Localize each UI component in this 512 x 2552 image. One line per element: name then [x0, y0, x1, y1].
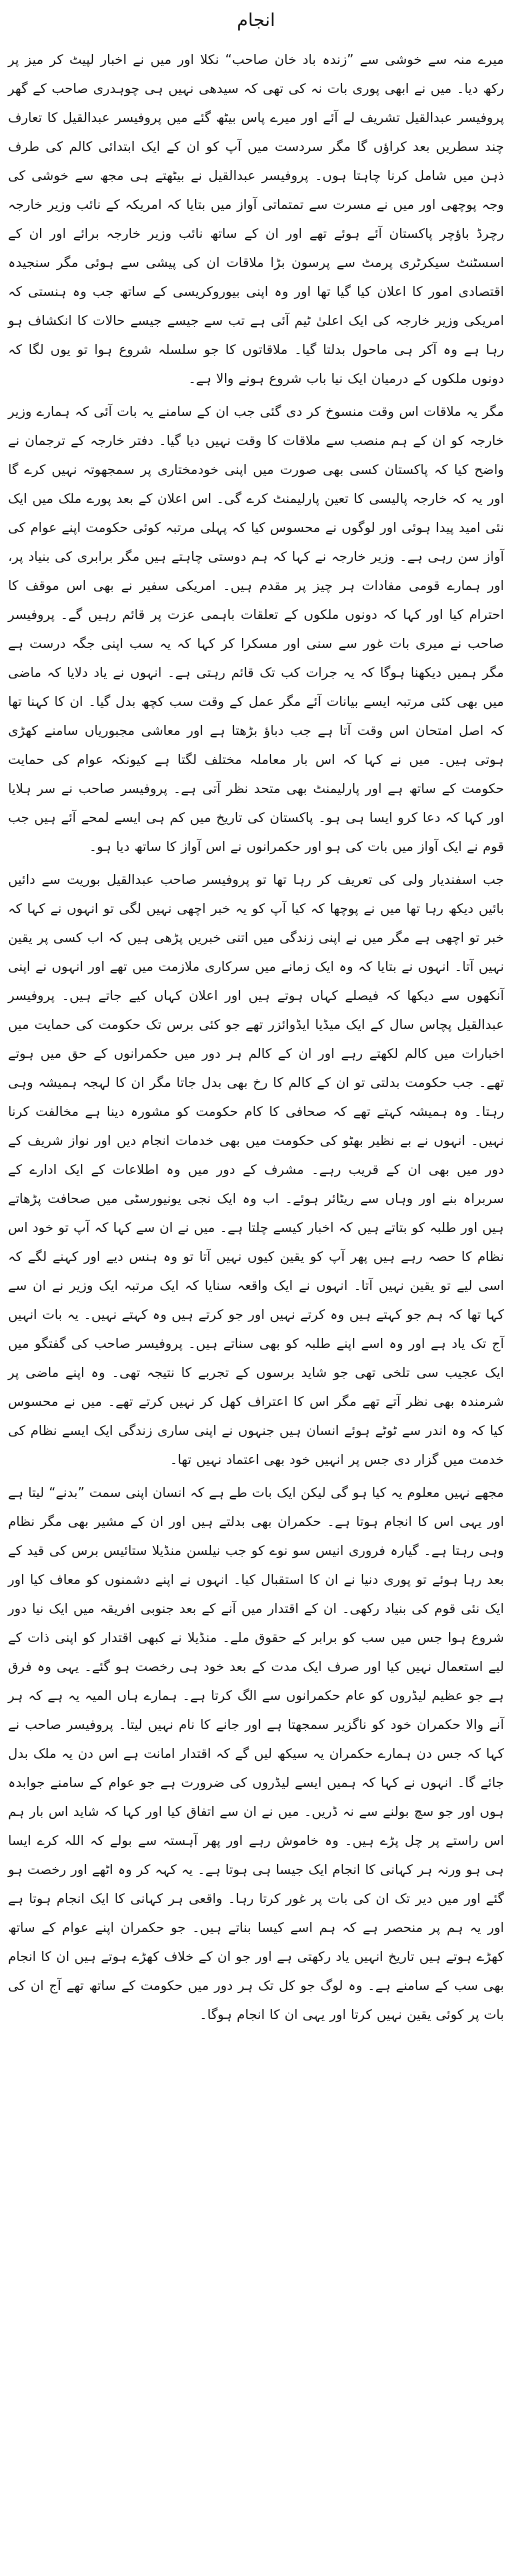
article-paragraph-4: مجھے نہیں معلوم یہ کیا ہو گی لیکن ایک بات طے ہے کہ انسان اپنی سمت ”بدنے“ لیتا ہے اور یہی اس کا انجام ہوتا ہے۔ حکمران بھی بدلتے ہیں اور ان کے مشیر بھی مگر نظام وہی رہتا ہے۔ گیارہ فروری انیس سو نوے کو جب نیلسن منڈیلا ستائیس برس کی قید کے بعد رہا ہوئے تو پوری دنیا نے ان کا استقبال کیا۔ انہوں نے اپنے دشمنوں کو معاف کیا اور ایک نئی قوم کی بنیاد رکھی۔ ان کے اقتدار میں آنے کے بعد جنوبی افریقہ میں ایک نیا دور شروع ہوا جس میں سب کو برابر کے حقوق ملے۔ منڈیلا نے کبھی اقتدار کو اپنی ذات کے لیے استعمال نہیں کیا اور صرف ایک مدت کے بعد خود ہی رخصت ہو گئے۔ یہی وہ فرق ہے جو عظیم لیڈروں کو عام حکمرانوں سے الگ کرتا ہے۔ ہمارے ہاں المیہ یہ ہے کہ ہر آنے والا حکمران خود کو ناگزیر سمجھتا ہے اور جانے کا نام نہیں لیتا۔ پروفیسر صاحب نے کہا کہ جس دن ہمارے حکمران یہ سیکھ لیں گے کہ اقتدار امانت ہے اس دن یہ ملک بدل جائے گا۔ انہوں نے کہا کہ ہمیں ایسے لیڈروں کی ضرورت ہے جو عوام کے سامنے جوابدہ ہوں اور جو سچ بولنے سے نہ ڈریں۔ میں نے ان سے اتفاق کیا اور کہا کہ شاید اس بار ہم اس راستے پر چل پڑے ہیں۔ وہ خاموش رہے اور پھر آہستہ سے بولے کہ اللہ کرے ایسا ہی ہو ورنہ ہر کہانی کا انجام ایک جیسا ہی ہوتا ہے۔ یہ کہہ کر وہ اٹھے اور رخصت ہو گئے اور میں دیر تک ان کی بات پر غور کرتا رہا۔ واقعی ہر کہانی کا ایک انجام ہوتا ہے اور یہ ہم پر منحصر ہے کہ ہم اسے کیسا بناتے ہیں۔ جو حکمران اپنے عوام کے ساتھ کھڑے ہوتے ہیں تاریخ انہیں یاد رکھتی ہے اور جو ان کے خلاف کھڑے ہوتے ہیں ان کا انجام بھی سب کے سامنے ہے۔ وہ لوگ جو کل تک ہر دور میں حکومت کے ساتھ تھے آج ان کی بات پر کوئی یقین نہیں کرتا اور یہی ان کا انجام ہوگا۔ — [8, 1486, 504, 2023]
article-paragraph-3: جب اسفندیار ولی کی تعریف کر رہا تھا تو پروفیسر صاحب عبدالقیل بوریت سے دائیں بائیں دیکھ رہا تھا میں نے پوچھا کہ کیا آپ کو یہ خبر اچھی نہیں لگی تو انہوں نے کہا کہ خبر تو اچھی ہے مگر میں نے اپنی زندگی میں اتنی خبریں پڑھی ہیں کہ اب کسی پر یقین نہیں آتا۔ انہوں نے بتایا کہ وہ ایک زمانے میں سرکاری ملازمت میں تھے اور انہوں نے اپنی آنکھوں سے دیکھا کہ فیصلے کہاں ہوتے ہیں اور اعلان کہاں کیے جاتے ہیں۔ پروفیسر عبدالقیل پچاس سال کے ایک میڈیا ایڈوائزر تھے جو کئی برس تک حکومت کی حمایت میں اخبارات میں کالم لکھتے رہے اور ان کے کالم ہر دور میں حکمرانوں کے حق میں ہوتے تھے۔ جب حکومت بدلتی تو ان کے کالم کا رخ بھی بدل جاتا مگر ان کا لہجہ ہمیشہ وہی رہتا۔ وہ ہمیشہ کہتے تھے کہ صحافی کا کام حکومت کو مشورہ دینا ہے مخالفت کرنا نہیں۔ انہوں نے بے نظیر بھٹو کی حکومت میں بھی خدمات انجام دیں اور نواز شریف کے دور میں بھی ان کے قریب رہے۔ مشرف کے دور میں وہ اطلاعات کے ایک ادارے کے سربراہ بنے اور وہاں سے ریٹائر ہوئے۔ اب وہ ایک نجی یونیورسٹی میں صحافت پڑھاتے ہیں اور طلبہ کو بتاتے ہیں کہ اخبار کیسے چلتا ہے۔ میں نے ان سے کہا کہ آپ تو خود اس نظام کا حصہ رہے ہیں پھر آپ کو یقین کیوں نہیں آتا تو وہ ہنس دیے اور کہنے لگے کہ اسی لیے تو یقین نہیں آتا۔ انہوں نے ایک واقعہ سنایا کہ ایک مرتبہ ایک وزیر نے ان سے کہا تھا کہ ہم جو کہتے ہیں وہ کرتے نہیں اور جو کرتے ہیں وہ کہتے نہیں۔ یہ بات انہیں آج تک یاد ہے اور وہ اسے اپنے طلبہ کو بھی سناتے ہیں۔ پروفیسر صاحب کی گفتگو میں ایک عجیب سی تلخی تھی جو شاید برسوں کے تجربے کا نتیجہ تھی۔ وہ اپنے ماضی پر شرمندہ بھی نظر آتے تھے مگر اس کا اعتراف کھل کر نہیں کرتے تھے۔ میں نے محسوس کیا کہ وہ اندر سے ٹوٹے ہوئے انسان ہیں جنہوں نے اپنی ساری زندگی ایک ایسے نظام کی خدمت میں گزار دی جس پر انہیں خود بھی اعتماد نہیں تھا۔ — [8, 873, 504, 1468]
article-headline: انجام — [236, 10, 276, 31]
article-column — [8, 0, 504, 2552]
article-paragraph-2: مگر یہ ملاقات اس وقت منسوخ کر دی گئی جب ان کے سامنے یہ بات آئی کہ ہمارے وزیر خارجہ کو ان کے ہم منصب سے ملاقات کا وقت نہیں دیا گیا۔ دفتر خارجہ کے ترجمان نے واضح کیا کہ پاکستان کسی بھی صورت میں اپنی خودمختاری پر سمجھوتہ نہیں کرے گا اور یہ کہ خارجہ پالیسی کا تعین پارلیمنٹ کرے گی۔ اس اعلان کے بعد پورے ملک میں ایک نئی امید پیدا ہوئی اور لوگوں نے محسوس کیا کہ پہلی مرتبہ کوئی حکومت اپنے عوام کی آواز سن رہی ہے۔ وزیر خارجہ نے کہا کہ ہم دوستی چاہتے ہیں مگر برابری کی بنیاد پر، اور ہمارے قومی مفادات ہر چیز پر مقدم ہیں۔ امریکی سفیر نے بھی اس موقف کا احترام کیا اور کہا کہ دونوں ملکوں کے تعلقات باہمی عزت پر قائم رہیں گے۔ پروفیسر صاحب نے میری بات غور سے سنی اور مسکرا کر کہا کہ یہ سب اپنی جگہ درست ہے مگر ہمیں دیکھنا ہوگا کہ یہ جرات کب تک قائم رہتی ہے۔ انہوں نے یاد دلایا کہ ماضی میں بھی کئی مرتبہ ایسے بیانات آئے مگر عمل کے وقت سب کچھ بدل گیا۔ ان کا کہنا تھا کہ اصل امتحان اس وقت آتا ہے جب دباؤ بڑھتا ہے اور معاشی مجبوریاں سامنے کھڑی ہوتی ہیں۔ میں نے کہا کہ اس بار معاملہ مختلف لگتا ہے کیونکہ عوام کی حمایت حکومت کے ساتھ ہے اور پارلیمنٹ بھی متحد نظر آتی ہے۔ پروفیسر صاحب نے سر ہلایا اور کہا کہ دعا کرو ایسا ہی ہو۔ پاکستان کی تاریخ میں کم ہی ایسے لمحے آئے ہیں جب قوم نے ایک آواز میں بات کی ہو اور حکمرانوں نے اس آواز کا ساتھ دیا ہو۔ — [8, 405, 504, 855]
article-paragraph-1: میرے منہ سے خوشی سے ”زندہ باد خان صاحب“ نکلا اور میں نے اخبار لپیٹ کر میز پر رکھ دیا۔ میں نے ابھی پوری بات نہ کی تھی کہ سیدھی نہیں ہی چوہدری صاحب کے گھر پروفیسر عبدالقیل تشریف لے آئے اور میرے پاس بیٹھ گئے میں پروفیسر عبدالقیل کا تعارف چند سطریں بعد کراؤں گا مگر سردست میں آپ کو ان کے ایک ابتدائی کالم کی طرف ذہن میں شامل کرنا چاہتا ہوں۔ پروفیسر عبدالقیل نے بیٹھتے ہی مجھ سے خوشی کی وجہ پوچھی اور میں نے مسرت سے تمتماتی آواز میں بتایا کہ امریکہ کے نائب وزیر خارجہ رچرڈ باؤچر پاکستان آئے ہوئے تھے اور ان کے ساتھ نائب وزیر خارجہ برائے اور ان کے اسسٹنٹ سیکرٹری پرمٹ سے پرسون بڑا ملاقات ان کی پیشی سے ہوئی مگر سنجیدہ اقتصادی امور کا اعلان کیا گیا تھا اور وہ اپنی بیوروکریسی کے ساتھ جب وہ ہنستی کہ امریکی وزیر خارجہ کی ایک اعلیٰ ٹیم آئی ہے تب سے جیسے جیسے حالات کا انکشاف ہو رہا ہے وہ آکر ہی ماحول بدلتا گیا۔ ملاقاتوں کا جو سلسلہ شروع ہوا تو یوں لگا کہ دونوں ملکوں کے درمیان ایک نیا باب شروع ہونے والا ہے۔ — [8, 53, 504, 387]
